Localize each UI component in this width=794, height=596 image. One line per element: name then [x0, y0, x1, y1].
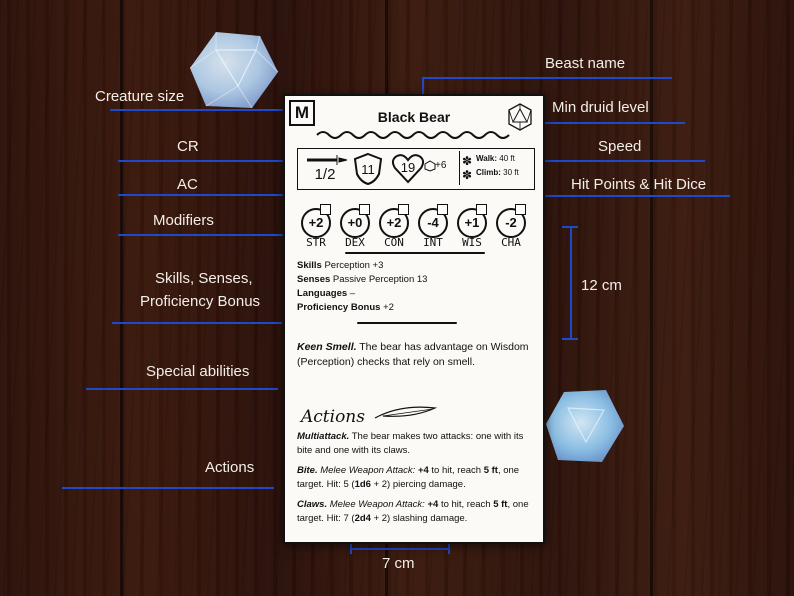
multiattack-action	[297, 430, 533, 458]
ability-name: CHA	[501, 236, 521, 249]
modifier-con	[379, 206, 409, 249]
skills-line-text	[297, 259, 533, 273]
languages-value: –	[349, 288, 356, 299]
keen-smell-text: The bear has advantage on Wisdom (Perception) checks that rely on smell.	[297, 341, 529, 368]
height-label: 12 cm	[581, 277, 622, 294]
special-abilities-line	[86, 388, 278, 390]
claws-hit: +4	[427, 499, 439, 510]
claws-rest: , one target. Hit: 7 (	[297, 499, 529, 524]
save-tag	[398, 204, 409, 215]
hit-dice-value: +6	[435, 160, 447, 171]
skills-block	[297, 259, 533, 315]
speed-climb-label: Climb:	[476, 168, 501, 177]
modifier-value: +2	[301, 208, 331, 238]
height-measure-line	[570, 226, 572, 340]
claws-end: + 2) slashing damage.	[373, 513, 468, 524]
d20-die-top	[186, 28, 282, 114]
claws-mid: to hit, reach	[440, 499, 491, 510]
sword-icon	[305, 153, 349, 167]
languages-line-text	[297, 287, 533, 301]
ability-name: DEX	[345, 236, 365, 249]
bite-action	[297, 464, 533, 492]
speed-walk	[476, 154, 515, 163]
save-tag	[476, 204, 487, 215]
bite-reach: 5 ft	[483, 465, 498, 476]
modifier-value: -2	[496, 208, 526, 238]
beast-name-label: Beast name	[545, 55, 626, 72]
multiattack-name: Multiattack.	[297, 431, 350, 442]
hit-points-label: Hit Points & Hit Dice	[571, 176, 707, 193]
cr-value: 1/2	[314, 166, 336, 183]
save-tag	[320, 204, 331, 215]
special-abilities-label: Special abilities	[146, 363, 250, 380]
speed-divider	[459, 151, 460, 185]
divider	[357, 322, 457, 324]
ac-value: 11	[361, 162, 375, 177]
modifier-int	[418, 206, 448, 249]
prof-label: Proficiency Bonus	[297, 302, 381, 313]
ability-name: WIS	[462, 236, 482, 249]
modifier-value: +1	[457, 208, 487, 238]
claws-action	[297, 498, 533, 526]
divider	[345, 252, 485, 254]
modifiers-row	[299, 206, 531, 249]
modifier-value: +0	[340, 208, 370, 238]
height-measure-top	[562, 226, 578, 228]
speed-line	[530, 160, 705, 162]
claws-name: Claws.	[297, 499, 328, 510]
cr-line	[118, 160, 298, 162]
skills-value: Perception +3	[324, 260, 384, 271]
speed-walk-label: Walk:	[476, 154, 498, 163]
speed-walk-value: 40 ft	[499, 154, 515, 163]
modifier-dex	[340, 206, 370, 249]
senses-value: Passive Perception 13	[332, 274, 428, 285]
hp-value: 19	[400, 160, 416, 175]
bite-dice: 1d6	[354, 479, 371, 490]
modifiers-line	[118, 234, 288, 236]
save-tag	[359, 204, 370, 215]
modifier-str	[301, 206, 331, 249]
modifier-value: -4	[418, 208, 448, 238]
modifier-cha	[496, 206, 526, 249]
speed-climb-value: 30 ft	[503, 168, 519, 177]
save-tag	[515, 204, 526, 215]
languages-label: Languages	[297, 288, 348, 299]
actions-heading: Actions	[301, 407, 365, 427]
druid-level-label: Min druid level	[552, 99, 649, 116]
multiattack-text: The bear makes two attacks: one with its bite and one with its claws.	[297, 431, 524, 456]
beast-name: Black Bear	[377, 109, 451, 125]
claws-reach: 5 ft	[493, 499, 508, 510]
bite-type: Melee Weapon Attack:	[320, 465, 416, 476]
speed-label: Speed	[598, 138, 642, 155]
bite-rest: , one target. Hit: 5 (	[297, 465, 520, 490]
prof-line-text	[297, 301, 533, 315]
actions-label: Actions	[205, 459, 255, 476]
claws-type: Melee Weapon Attack:	[329, 499, 425, 510]
claws-dice: 2d4	[354, 513, 371, 524]
ability-name: STR	[306, 236, 326, 249]
bite-name: Bite.	[297, 465, 318, 476]
paw-icon: ✽	[462, 168, 473, 182]
senses-line-text	[297, 273, 533, 287]
bite-end: + 2) piercing damage.	[373, 479, 466, 490]
bite-hit: +4	[417, 465, 429, 476]
skills-label-1: Skills, Senses,	[155, 270, 253, 287]
paw-icon: ✽	[462, 154, 473, 168]
modifiers-label: Modifiers	[153, 212, 214, 229]
ability-name: CON	[384, 236, 404, 249]
keen-smell-ability	[297, 340, 533, 370]
save-tag	[437, 204, 448, 215]
width-label: 7 cm	[382, 555, 415, 572]
d20-die-bottom	[544, 386, 626, 466]
prof-value: +2	[383, 302, 394, 313]
skills-label: Skills	[297, 260, 322, 271]
bite-mid: to hit, reach	[431, 465, 482, 476]
creature-size-line	[110, 109, 285, 111]
druid-level-icon	[507, 102, 533, 132]
actions-line	[62, 487, 274, 489]
stat-card	[283, 94, 545, 544]
decorative-flourish	[315, 129, 515, 139]
ac-label: AC	[177, 176, 198, 193]
skills-label-2: Proficiency Bonus	[140, 293, 261, 310]
modifier-wis	[457, 206, 487, 249]
skills-line	[112, 322, 282, 324]
keen-smell-name: Keen Smell.	[297, 341, 357, 353]
creature-size-label: Creature size	[95, 88, 185, 105]
width-measure-line	[350, 548, 450, 550]
height-measure-bottom	[562, 338, 578, 340]
cr-label: CR	[177, 138, 199, 155]
beast-name-line	[422, 77, 672, 79]
senses-label: Senses	[297, 274, 331, 285]
feather-quill-icon	[373, 400, 437, 422]
creature-size-badge: M	[289, 100, 315, 126]
modifier-value: +2	[379, 208, 409, 238]
ability-name: INT	[423, 236, 443, 249]
speed-climb	[476, 168, 519, 177]
